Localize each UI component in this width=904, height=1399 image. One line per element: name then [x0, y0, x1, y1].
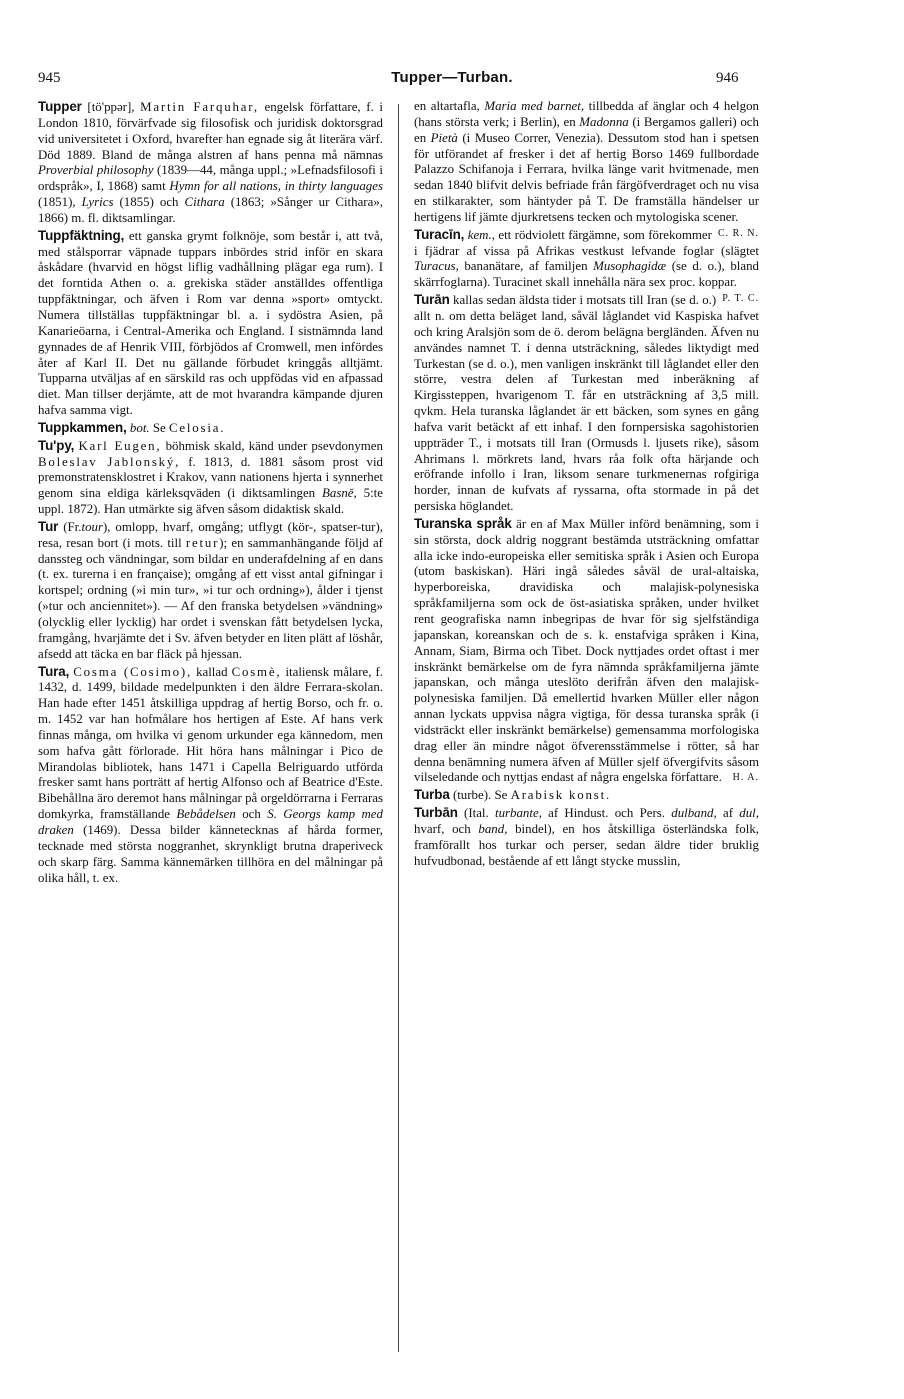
headword: Turacīn, — [414, 226, 465, 242]
entry-turban: Turbān (Ital. turbante, af Hindust. och Pers. dulband, af dul, hvarf, och band, bindel), en hos åtskilliga österländska folk, framförallt hos turkar och perser, sedan äldre tider bruklig hufvudbonad, bestående af ett långt stycke musslin, — [414, 805, 759, 868]
entry-tupy: Tu'py, Karl Eugen, böhmisk skald, känd under psevdonymen Boleslav Jablonský, f. 1813, d. 1881 såsom prost vid premonstratensklostret i Krakov, vann nationens hjerta i synnerhet genom sina eldiga kärleksqväden (i diktsamlingen Basně, 5:te uppl. 1872). Han utmärkte sig äfven såsom didaktisk skald. — [38, 437, 383, 517]
author-signature: H. A. — [732, 772, 759, 784]
cross-reference: retur — [185, 535, 220, 550]
genus-name: Turacus — [414, 259, 456, 274]
headword: Turbān — [414, 805, 458, 821]
author-signature: C. R. N. — [717, 227, 759, 239]
work-title: Hymn for all nations, in thirty languages — [169, 179, 383, 194]
work-title: Madonna — [579, 114, 629, 129]
family-name: Musophagidæ — [593, 259, 667, 274]
right-column — [414, 99, 759, 871]
entry-turanska-sprak: Turanska språk är en af Max Müller införd benämning, som i sin största, dock aldrig noggrant bestämda utsträckning omfattar alla icke indo-europeiska eller semitiska språk i Asien och Europa (utom baskiskan). Häri ingå således såväl de ural-altaiska, hyperboreiska, dravidiska och malajisk-polynesiska språkfamiljerna som ock de öst-asiatiska språken, under hvilket rent geografiska namn inbegripas de hvar för sig sjelfständiga japanskan, koreanskan och de s. k. enstafviga språken i Kina, Annam, Siam, Birma och Tibet. Dock nyttjades ordet oftast i mer inskränkt bemärkelse om de fyra nämnda språkfamiljerna jämte japanskan, och många uteslöto derifrån äfven den malajisk-polynesiska familjen. Då emellertid hvarken Müller eller någon annan lyckats uppvisa några vigtiga, för dessa turanska språk (i vidsträckt eller inskränkt bemärkelse) gemensamma morfologiska drag eller än mindre något öfverensstämmelse i rötter, så har denna benämning numera äfven af Müller sjelf öfvergifvits såsom vilseledande och nyttjas endast af några engelska författare. H. A. — [414, 515, 759, 785]
work-title: Basně, — [322, 486, 357, 501]
entry-tur: Tur (Fr.tour), omlopp, hvarf, omgång; utflygt (kör-, spatser-tur), resa, resan bort (i mots. till retur); en sammanhängande följd af danssteg och vändningar, som bildar en underafdelning af en dans (t. ex. turerna i en française); omgång af ett visst antal gifningar i kortspel; ordning (»i min tur», »i tur och ordning»), ålder i tjenst (»tur och anciennitet»). — Af den franska betydelsen »vändning» (olycklig eller lycklig) har ordet i svenskan fått betydelsen lycka, framgång, hvarjämte det i Sv. äfven betyder en liten plätt af löshår, afsedd att täcka en bar fläck på hjessan. — [38, 518, 383, 661]
work-title: S. Georgs kamp med draken — [38, 807, 383, 837]
headword: Tuppkammen, — [38, 419, 127, 435]
entry-tupper: Tupper [tö'ppər], Martin Farquhar, engelsk författare, f. i London 1810, förvärfvade sig filosofisk och juridisk doktorsgrad vid universitetet i Oxford, hvarefter han egnade sig åt literära värf. Död 1889. Bland de många alstren af hans penna må nämnas Proverbial philosophy (1839—44, många uppl.; »Lefnadsfilosofi i ordspråk», I, 1868) samt Hymn for all nations, in thirty languages (1851), Lyrics (1855) och Cithara (1863; »Sånger ur Cithara», 1866) m. fl. diktsamlingar. — [38, 99, 383, 225]
person-name: Cosma (Cosimo), — [73, 664, 193, 679]
entry-tuppkammen: Tuppkammen, bot. Se Celosia. — [38, 419, 226, 435]
entry-tura: Tura, Cosma (Cosimo), kallad Cosmè, italiensk målare, f. 1432, d. 1499, bildade medelpunkten i den äldre Ferrara-skolan. Han hade efter 1451 åtskilliga uppdrag af hertig Borso, och fr. o. m. 1452 var han hofmålare hos hertigen af Este. Af hans verk finnas många, om hvilka vi genom urkunder ega kännedom, men som hafva gått förlorade. Hit höra hans målningar i Pico de Mirandolas bibliotek, hans 1471 i Capella Belriguardo utförda fresker samt hans porträtt af hertig Alfonso och af Beatrice d'Este. Bibehållna äro deremot hans målningar på orgeldörrarna i Ferraras domkyrka, framställande Bebådelsen och S. Georgs kamp med draken (1469). Dessa bilder kännetecknas af hårda former, tecknade med största noggranhet, skrynkligt brutna draperiveck och skarp färg. Samma kännemärken tillhöra en del målningar på olika håll, t. ex. — [38, 663, 383, 885]
running-head: Tupper—Turban. — [391, 69, 513, 86]
headword: Tuppfäktning, — [38, 227, 125, 243]
work-title: Lyrics — [81, 195, 114, 210]
entry-tura-continued: en altartafla, Maria med barnet, tillbedda af änglar och 4 helgon (hans största verk; i Berlin), en Madonna (i Bergamos galleri) och en Pietà (i Museo Correr, Venezia). Dessutom stod han i spetsen för utförandet af fresker i det af hertig Borso 1469 fullbordade Palazzo Schifanoja i Ferrara, hvilka länge varit hvitmenade, men sedan 1840 blifvit delvis befriade från färgöfverdraget och nu visa en stilkarakter, som häntyder på T. De framställa händelser ur hertigens lif jämte djurkretsens tecken och mytologiska scener. C. R. N. — [414, 99, 759, 226]
cross-reference: Arabisk konst. — [510, 788, 611, 803]
person-alias: Cosmè, — [231, 664, 282, 679]
person-name: Karl Eugen, — [78, 438, 162, 453]
left-column — [38, 99, 383, 887]
headword: Turān — [414, 292, 450, 308]
entry-turan: Turān kallas sedan äldsta tider i motsats till Iran (se d. o.) allt n. om detta beläget land, såväl låglandet vid Kaspiska hafvet och kring Aralsjön som de ö. derom belägna bergländen. Äfven nu användes namnet T. i denna utsträckning, således liktydigt med Turkestan (se d. o.), men vanligen inskränkt till låglandet eller den större, vestra delen af Turkestan med inberäkning af Kirgissteppen, hvarigenom T. får en utsträckning af 3,5 mill. qvkm. Hela turanska låglandet är ett bäcken, som synes en gång hafva varit betäckt af ett inhaf. I den fornpersiska sagohistorien uppträder T., i motsats till Iran (Ormusds l. ljusets rike), såsom Ahrimans l. mörkrets land, hvars råa folk ofta härjande och eröfrande infollo i Iran, liksom senare turkmenernas rofgiriga horder, innan de kufvats af ryssarna, ofta stormade in på det persiska höglandet. — [414, 292, 759, 514]
headword: Tupper — [38, 99, 82, 114]
left-page-number: 945 — [38, 70, 61, 86]
work-title: Pietà — [430, 130, 458, 145]
author-signature: P. T. C. — [722, 293, 759, 305]
headword: Turba — [414, 787, 450, 803]
headword: Tu'py, — [38, 437, 75, 453]
headword: Turanska språk — [414, 515, 512, 531]
work-title: Proverbial philosophy — [38, 163, 154, 178]
headword: Tura, — [38, 663, 70, 679]
headword: Tur — [38, 518, 59, 534]
entry-turba: Turba (turbe). Se Arabisk konst. — [414, 787, 611, 803]
work-title: Maria med barnet, — [484, 99, 585, 113]
right-page-number: 946 — [716, 70, 739, 86]
column-divider — [398, 104, 399, 1352]
cross-reference: Celosia. — [169, 420, 226, 435]
pseudonym: Boleslav Jablonský, — [38, 454, 181, 469]
entry-turacin: Turacīn, kem., ett rödviolett färgämne, som förekommer i fjädrar af vissa på Afrikas vestkust lefvande foglar (slägtet Turacus, bananätare, af familjen Musophagidæ (se d. o.), bland skärrfoglarna). Turacinet skall innehålla nära sex proc. koppar. P. T. C. — [414, 227, 759, 291]
work-title: Cithara — [184, 195, 225, 210]
entry-tuppfaktning: Tuppfäktning, ett ganska grymt folknöje, som består i, att två, med stålsporrar väpnade tuppars inbördes strid inför en skara åskådare (hvarvid en högst liflig vadhållning plägar ega rum). I det forntida Athen o. a. grekiska städer anställdes offentliga tuppfäktningar, och äfven i Rom var denna »sport» omtyckt. Numera tillställas tuppfäktningar bl. a. i sydöstra Asien, på Kanarieöarna, i Central-Amerika och England. I sistnämnda land gynnades de af Henrik VIII, förbjödos af Cromwell, men infördes åter af Karl II. Det nu gällande förbudet kringgås alltjämt. Tupparna utväljas af en särskild ras och uppfödas vid en afpassad diet. Man tillser derjämte, att de mot hvarandra kämpande djuren hafva samma vigt. — [38, 227, 383, 418]
person-name: Martin Farquhar, — [140, 100, 259, 114]
work-title: Bebådelsen — [176, 807, 236, 822]
